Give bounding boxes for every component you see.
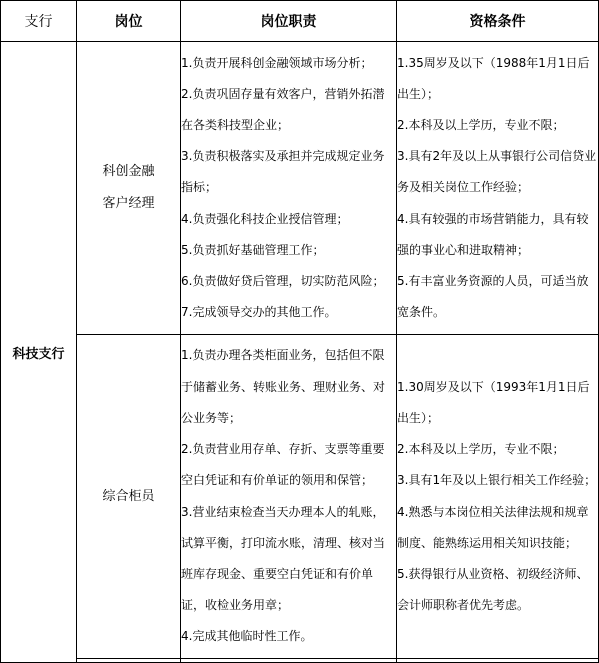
position-line: 综合柜员 bbox=[102, 488, 155, 504]
duty-item: 2.负责巩固存量有效客户，营销外拓潜在各类科技型企业； bbox=[181, 86, 385, 132]
duty-item: 2.负责营业用存单、存折、支票等重要空白凭证和有价单证的领用和保管； bbox=[181, 442, 385, 488]
table-row bbox=[1, 335, 599, 659]
duty-item: 5.负责抓好基础管理工作； bbox=[181, 242, 325, 257]
duty-item: 6.负责做好贷后管理，切实防范风险； bbox=[181, 274, 385, 288]
position-cell bbox=[77, 42, 181, 335]
duties-cell bbox=[181, 42, 397, 335]
qualification-item: 4.熟悉与本岗位相关法律法规和规章制度、能熟练运用相关知识技能； bbox=[397, 504, 589, 550]
table-row bbox=[1, 42, 599, 335]
duty-item: 1.负责开展科创金融领域市场分析； bbox=[181, 55, 373, 70]
branch-name: 科技支行 bbox=[1, 42, 77, 663]
duty-item: 1.负责办理各类柜面业务，包括但不限于储蓄业务、转账业务、理财业务、对公业务等； bbox=[181, 348, 386, 425]
duty-item: 3.负责积极落实及承担并完成规定业务指标； bbox=[181, 149, 385, 195]
duty-item: 7.完成领导交办的其他工作。 bbox=[181, 305, 337, 320]
header-branch: 支行 bbox=[1, 1, 77, 42]
duty-item: 4.负责强化科技企业授信管理； bbox=[181, 211, 349, 226]
position-line: 客户经理 bbox=[102, 196, 155, 211]
qualifications-cell bbox=[397, 42, 599, 335]
duty-item: 4.完成其他临时性工作。 bbox=[181, 629, 313, 644]
duty-item: 3.营业结束检查当天办理本人的轧账，试算平衡，打印流水账，清理、核对当班库存现金、重要空白凭证和有价单证，收检业务用章； bbox=[181, 504, 386, 613]
qualification-item: 5.有丰富业务资源的人员，可适当放宽条件。 bbox=[397, 274, 589, 320]
position-cell bbox=[77, 335, 181, 659]
qualification-item: 1.35周岁及以下（1988年1月1日后出生）； bbox=[397, 55, 590, 101]
header-qualifications: 资格条件 bbox=[397, 1, 599, 42]
qualification-item: 3.具有2年及以上从事银行公司信贷业务及相关岗位工作经验； bbox=[397, 149, 597, 195]
header-duties: 岗位职责 bbox=[181, 1, 397, 42]
qualification-item: 3.具有1年及以上银行相关工作经验； bbox=[397, 473, 597, 488]
qualification-item: 4.具有较强的市场营销能力，具有较强的事业心和进取精神； bbox=[397, 211, 589, 257]
qualification-item: 5.获得银行从业资格、初级经济师、会计师职称者优先考虑。 bbox=[397, 566, 589, 613]
qualification-item: 1.30周岁及以下（1993年1月1日后出生）； bbox=[397, 379, 590, 425]
qualification-item: 2.本科及以上学历，专业不限； bbox=[397, 117, 565, 132]
qualifications-cell bbox=[397, 335, 599, 659]
qualification-item: 2.本科及以上学历，专业不限； bbox=[397, 442, 565, 457]
header-position: 岗位 bbox=[77, 1, 181, 42]
duties-cell bbox=[181, 335, 397, 659]
position-line: 科创金融 bbox=[102, 164, 155, 179]
table-header-row bbox=[1, 1, 599, 42]
